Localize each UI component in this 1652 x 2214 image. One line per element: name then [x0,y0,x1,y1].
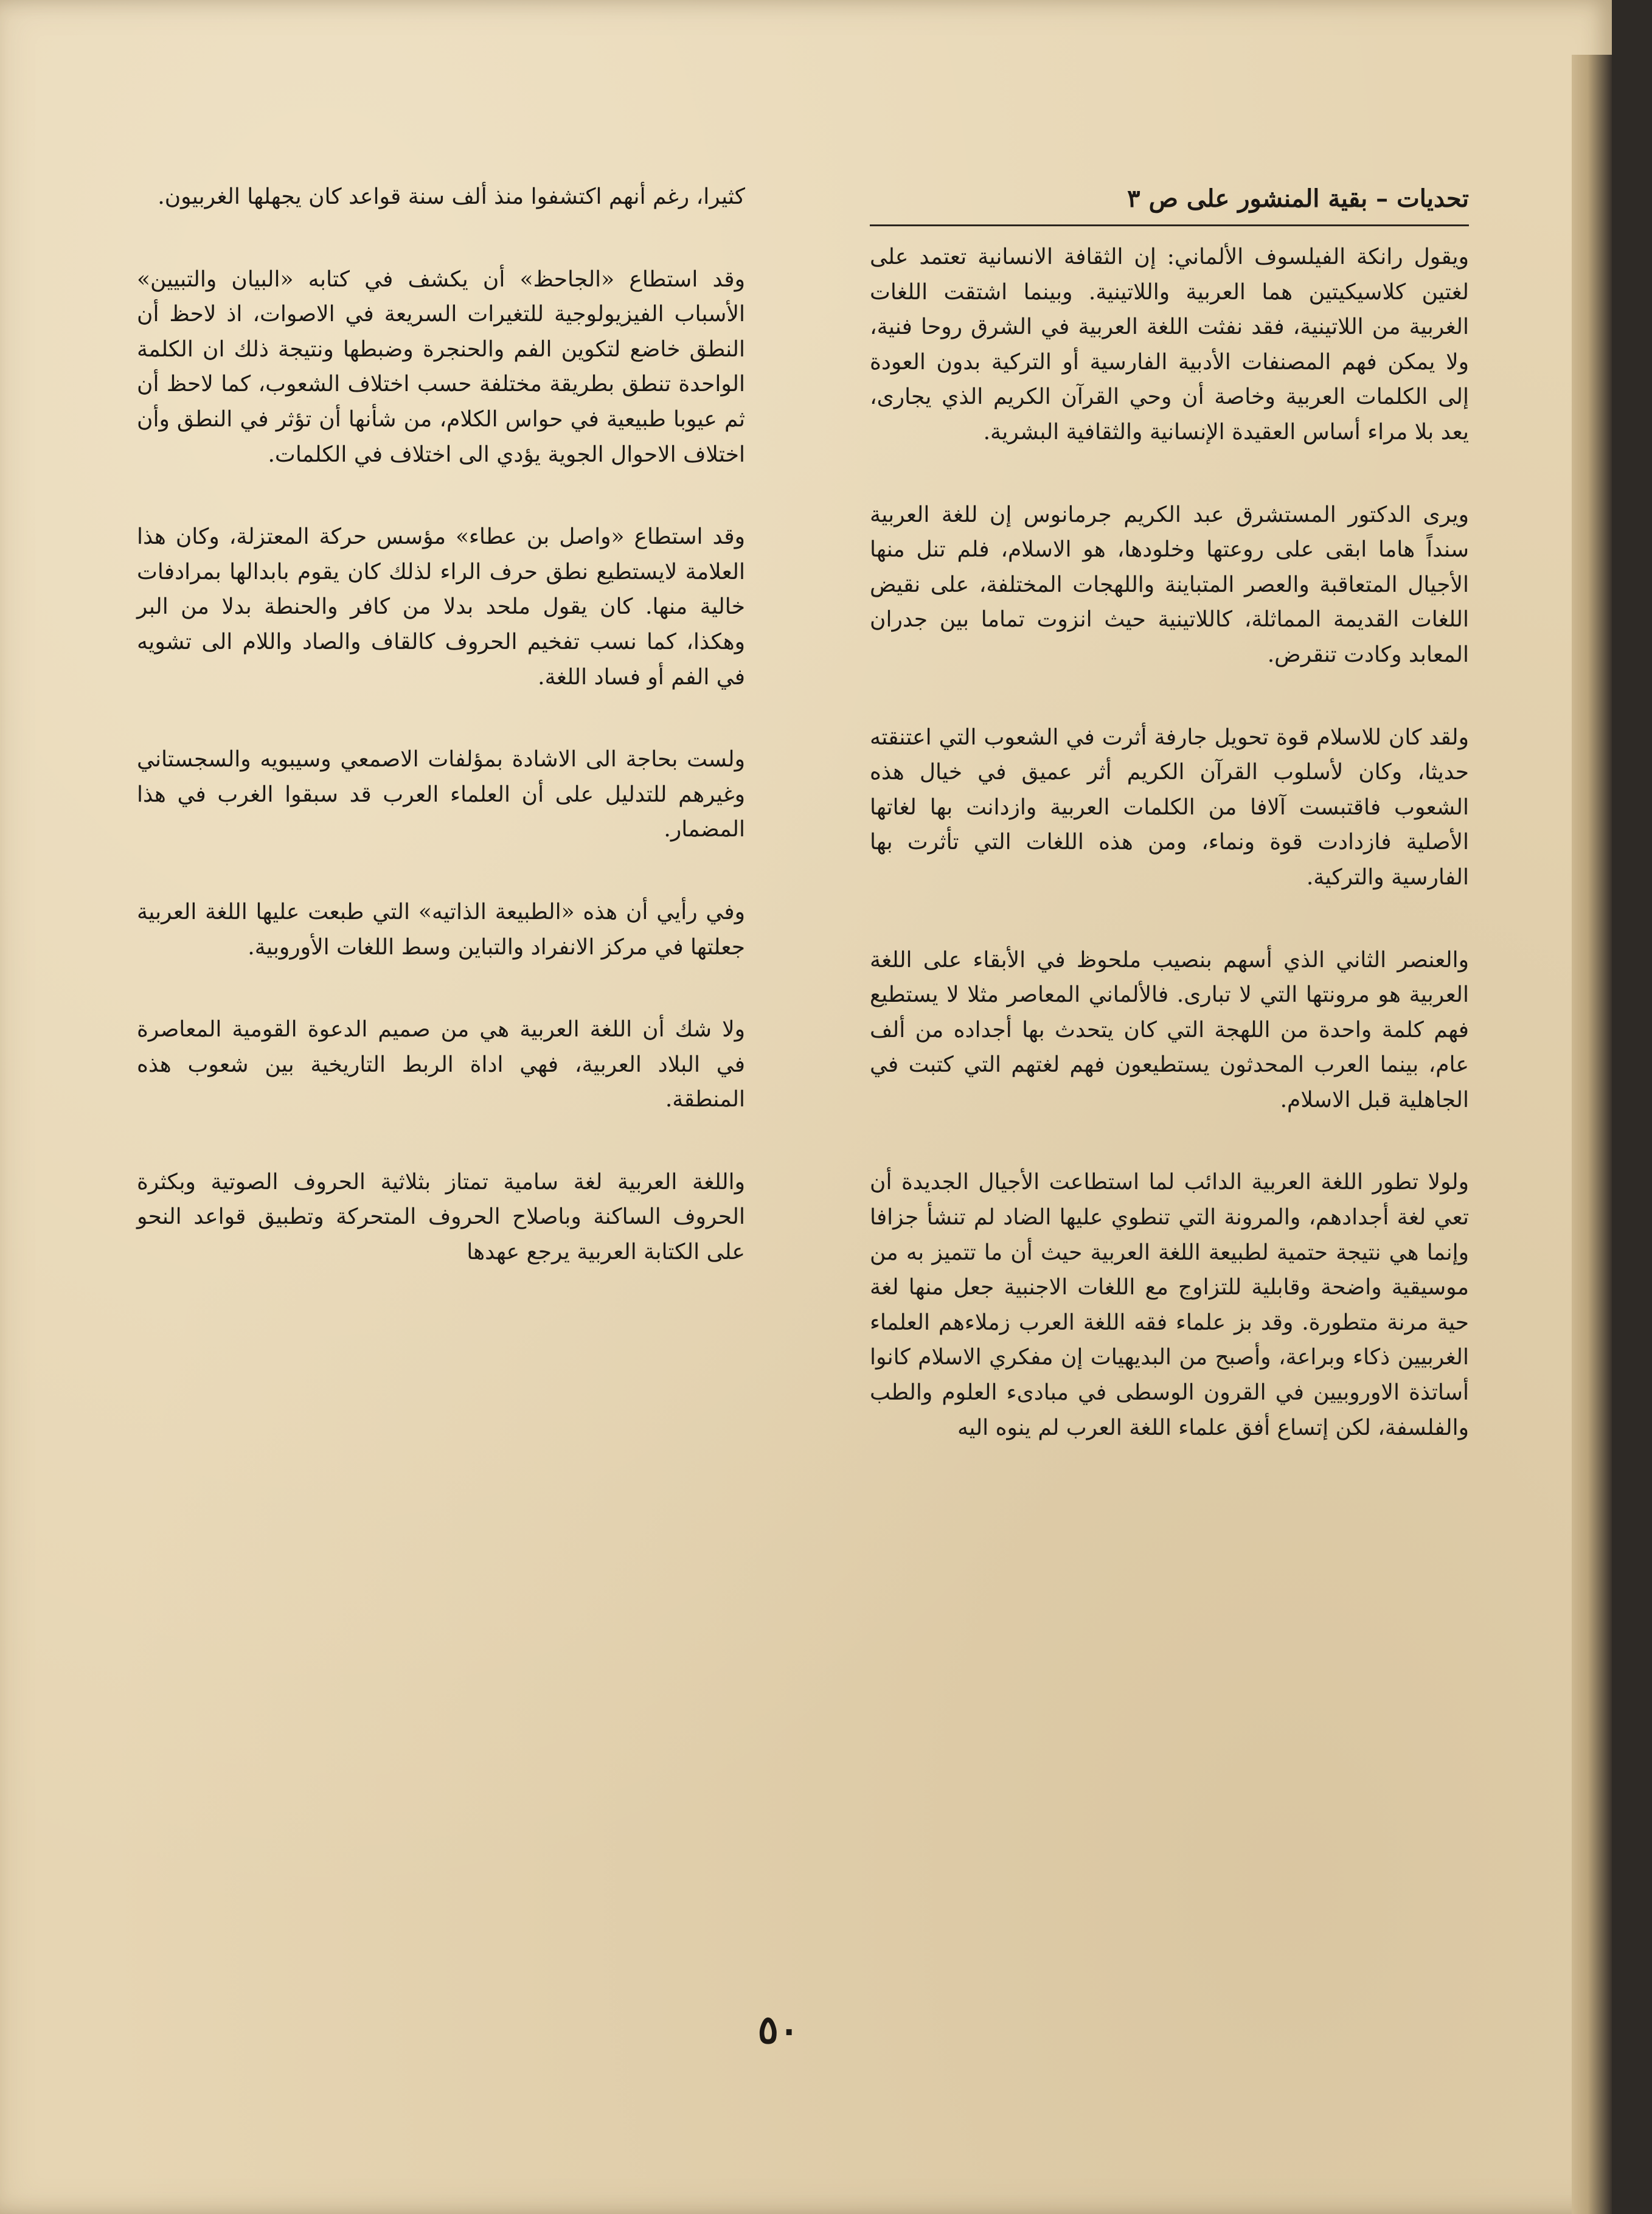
paragraph: وقد استطاع «الجاحظ» أن يكشف في كتابه «البيان والتبيين» الأسباب الفيزيولوجية للتغيرات السريعة في الاصوات، اذ لاحظ أن النطق خاضع لتكوين الفم والحنجرة وضبطها ونتيجة ذلك ان الكلمة الواحدة تنطق بطريقة مختلفة حسب اختلاف الشعوب، كما لاحظ أن ثم عيوبا طبيعية في حواس الكلام، من شأنها أن تؤثر في النطق وأن اختلاف الاحوال الجوية يؤدي الى اختلاف في الكلمات. [137,266,745,467]
paragraph: ويقول رانكة الفيلسوف الألماني: إن الثقافة الانسانية تعتمد على لغتين كلاسيكيتين هما العربية واللاتينية. وبينما اشتقت اللغات الغربية من اللاتينية، فقد نفثت اللغة العربية في الشرق روحا فنية، ولا يمكن فهم المصنفات الأدبية الفارسية أو التركية بدون العودة إلى الكلمات العربية وخاصة أن وحي القرآن الكريم الذي يجارى، يعد بلا مراء أساس العقيدة الإنسانية والثقافية البشرية. [870,245,1470,445]
paragraph: ولقد كان للاسلام قوة تحويل جارفة أثرت في الشعوب التي اعتنقته حديثا، وكان لأسلوب القرآن الكريم أثر عميق في خيال هذه الشعوب فاقتبست آلافا من الكلمات العربية وازدانت بها لغاتها الأصلية فازدادت قوة ونماء، ومن هذه اللغات التي تأثرت بها الفارسية والتركية. [870,724,1469,890]
paragraph: كثيرا، رغم أنهم اكتشفوا منذ ألف سنة قواعد كان يجهلها الغربيون. [158,184,745,209]
continuation-heading: تحديات – بقية المنشور على ص ٣ [870,179,1469,226]
paragraph: وفي رأيي أن هذه «الطبيعة الذاتيه» التي طبعت عليها اللغة العربية جعلتها في مركز الانفراد والتباين وسط اللغات الأوروبية. [137,899,745,960]
page-binding-edge [1572,55,1612,2214]
paragraph: واللغة العربية لغة سامية تمتاز بثلاثية الحروف الصوتية وبكثرة الحروف الساكنة وباصلاح الحروف المتحركة وتطبيق قواعد النحو على الكتابة العربية يرجع عهدها [137,1169,745,1265]
paragraph: ولست بحاجة الى الاشادة بمؤلفات الاصمعي وسيبويه والسجستاني وغيرهم للتدليل على أن العلماء العرب قد سبقوا الغرب في هذا المضمار. [137,747,745,842]
paragraph: والعنصر الثاني الذي أسهم بنصيب ملحوظ في الأبقاء على اللغة العربية هو مرونتها التي لا تبارى. فالألماني المعاصر مثلا لا يستطيع فهم كلمة واحدة من اللهجة التي كان يتحدث بها أجداده من ألف عام، بينما العرب المحدثون يستطيعون فهم لغتهم التي كتبت في الجاهلية قبل الاسلام. [870,947,1469,1112]
page-number: ٥٠ [757,2007,800,2053]
paragraph: ولولا تطور اللغة العربية الدائب لما استطاعت الأجيال الجديدة أن تعي لغة أجدادهم، والمرونة التي تنطوي عليها الضاد لم تنشأ جزافا وإنما هي نتيجة حتمية لطبيعة اللغة العربية حيث أن ما تتميز به من موسيقية واضحة وقابلية للتزاوج مع اللغات الاجنبية جعل منها لغة حية مرنة متطورة. وقد بز علماء فقه اللغة العرب زملاءهم العلماء الغربيين ذكاء وبراعة، وأصبح من البديهيات إن مفكري الاسلام كانوا أساتذة الاوروبيين في القرون الوسطى في مبادىء العلوم والطب والفلسفة، لكن إتساع أفق علماء اللغة العرب لم ينوه اليه [870,1170,1470,1440]
paragraph: ولا شك أن اللغة العربية هي من صميم الدعوة القومية المعاصرة في البلاد العربية، فهي اداة الربط التاريخية بين شعوب هذه المنطقة. [137,1017,745,1112]
paragraph: ويرى الدكتور المستشرق عبد الكريم جرمانوس إن للغة العربية سنداً هاما ابقى على روعتها وخلودها، هو الاسلام، فلم تنل منها الأجيال المتعاقبة والعصر المتباينة واللهجات المختلفة، على نقيض اللغات القديمة المماثلة، كاللاتينية حيث انزوت تماما بين جدران المعابد وكادت تنقرض. [870,502,1469,667]
paragraph: وقد استطاع «واصل بن عطاء» مؤسس حركة المعتزلة، وكان هذا العلامة لايستطيع نطق حرف الراء لذلك كان يقوم بابدالها بمرادفات خالية منها. كان يقول ملحد بدلا من كافر والحنطة بدلا من البر وهكذا، كما نسب تفخيم الحروف كالقاف والصاد واللام الى تشويه في الفم أو فساد اللغة. [137,524,745,690]
right-column [870,179,1469,1445]
left-column [137,179,745,1270]
